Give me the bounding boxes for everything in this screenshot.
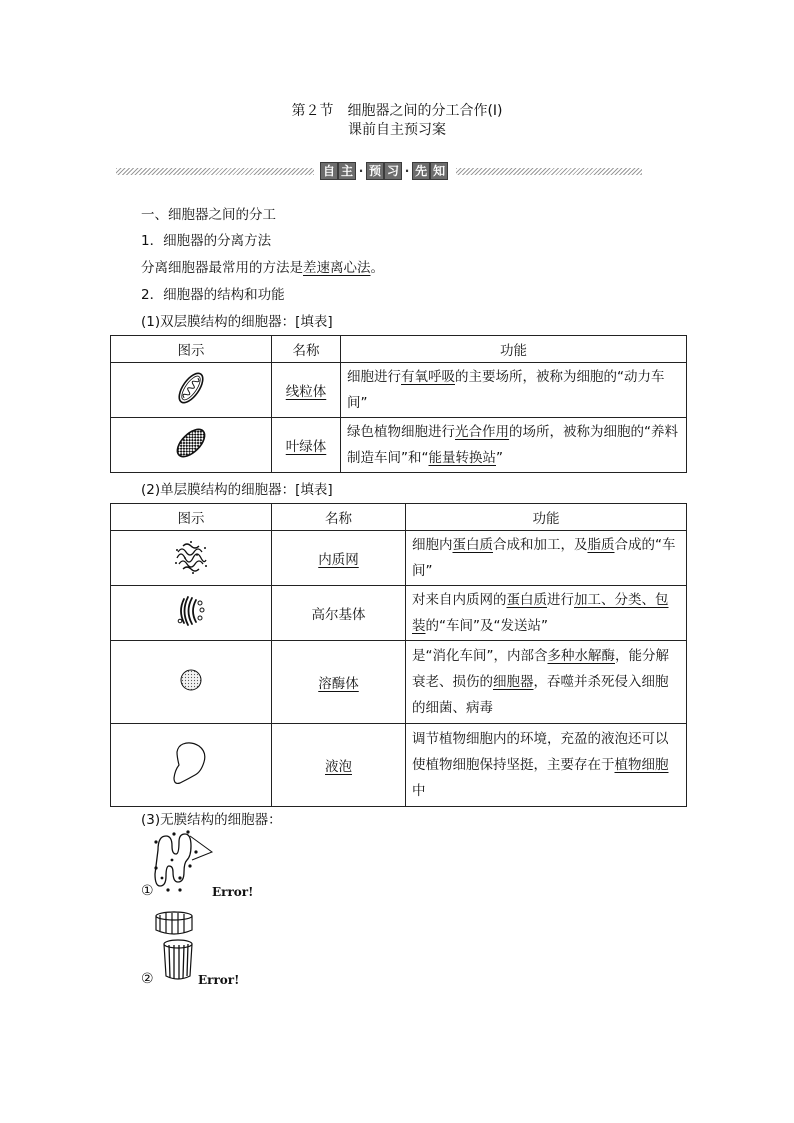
header-name: 名称	[272, 336, 341, 363]
er-icon	[171, 536, 211, 576]
answer-differential-centrifugation: 差速离心法	[303, 260, 371, 276]
icon-cell	[111, 531, 272, 586]
function-text: 合成的“车间”	[412, 537, 676, 579]
answer-text: 蛋白质	[506, 592, 547, 608]
function-text: 绿色植物细胞进行	[347, 424, 455, 440]
error-label: Error!	[198, 973, 240, 987]
single-membrane-table	[110, 503, 687, 807]
icon-cell	[111, 418, 272, 473]
header-name: 名称	[272, 504, 406, 531]
table-row	[111, 418, 687, 473]
function-text: 细胞内	[412, 537, 453, 553]
icon-cell	[111, 641, 272, 724]
ribosome-er-icon	[152, 830, 214, 898]
item-marker: ①	[141, 883, 154, 899]
organelle-name: 高尔基体	[311, 607, 366, 623]
centriole-icon	[152, 908, 196, 982]
vacuole-icon	[166, 738, 216, 788]
function-text: 进行	[547, 592, 574, 608]
mitochondrion-icon	[171, 368, 211, 408]
sentence-suffix: 。	[370, 260, 384, 276]
double-membrane-table	[110, 335, 687, 473]
banner-char-3: 预	[366, 162, 384, 180]
banner-dot: ·	[404, 164, 410, 178]
error-label: Error!	[212, 885, 254, 899]
banner-char-5: 先	[412, 162, 430, 180]
answer-text: 光合作用	[455, 424, 509, 440]
name-cell	[272, 531, 406, 586]
organelle-name: 溶酶体	[318, 676, 359, 692]
page-subtitle: 课前自主预习案	[348, 122, 446, 138]
function-text: ，吞噬并杀死侵入细胞的细菌、病毒	[412, 674, 669, 716]
banner-badge	[320, 162, 448, 180]
organelle-name: 内质网	[318, 552, 359, 568]
subheading-double-membrane: (1)双层膜结构的细胞器：[填表]	[141, 314, 333, 330]
icon-cell	[111, 363, 272, 418]
banner-char-4: 习	[384, 162, 402, 180]
banner-dot: ·	[358, 164, 364, 178]
icon-cell	[111, 586, 272, 641]
banner-char-1: 自	[320, 162, 338, 180]
organelle-name: 液泡	[325, 759, 352, 775]
function-cell	[406, 641, 687, 724]
sentence-prefix: 分离细胞器最常用的方法是	[141, 260, 303, 276]
header-icon: 图示	[111, 336, 272, 363]
function-text: 的场所，被称为细胞的“养料制造车间”和“	[347, 424, 678, 466]
function-cell	[406, 531, 687, 586]
answer-text: 有氧呼吸	[401, 369, 455, 385]
answer-text: 加工、分类、包装	[412, 592, 669, 634]
organelle-name: 叶绿体	[285, 439, 327, 455]
function-cell	[341, 363, 687, 418]
table-row	[111, 724, 687, 807]
table-row	[111, 641, 687, 724]
organelle-name: 线粒体	[285, 384, 327, 400]
item-heading-1: 1．细胞器的分离方法	[141, 233, 272, 249]
answer-text: 多种水解酶	[547, 648, 615, 664]
function-text: ”	[496, 450, 503, 466]
lysosome-icon	[178, 667, 204, 693]
banner-hatch-left	[116, 168, 314, 175]
name-cell	[272, 418, 341, 473]
function-text: 中	[412, 783, 426, 799]
table-row	[111, 363, 687, 418]
section-banner	[116, 162, 642, 180]
function-text: 调节植物细胞内的环境，充盈的液泡还可以使植物细胞保持坚挺，主要存在于	[412, 731, 669, 773]
chloroplast-icon	[171, 423, 211, 463]
table-row	[111, 531, 687, 586]
answer-text: 蛋白质	[452, 537, 493, 553]
subheading-membraneless: (3)无膜结构的细胞器：	[141, 812, 282, 828]
banner-char-6: 知	[430, 162, 448, 180]
header-function: 功能	[341, 336, 687, 363]
separation-sentence	[141, 256, 384, 276]
header-icon: 图示	[111, 504, 272, 531]
item-heading-2: 2．细胞器的结构和功能	[141, 287, 285, 303]
answer-text: 能量转换站	[428, 450, 496, 466]
name-cell	[272, 363, 341, 418]
function-text: 细胞进行	[347, 369, 401, 385]
item-marker: ②	[141, 971, 154, 987]
name-cell	[272, 641, 406, 724]
subheading-single-membrane: (2)单层膜结构的细胞器：[填表]	[141, 482, 333, 498]
function-text: ，能分解衰老、损伤的	[412, 648, 669, 690]
table-header-row	[111, 504, 687, 531]
golgi-icon	[171, 591, 211, 631]
function-cell	[406, 724, 687, 807]
function-text: 合成和加工，及	[493, 537, 588, 553]
function-cell	[406, 586, 687, 641]
table-header-row	[111, 336, 687, 363]
function-text: 的“车间”及“发送站”	[425, 618, 548, 634]
answer-text: 脂质	[587, 537, 615, 553]
function-text: 是“消化车间”，内部含	[412, 648, 548, 664]
page-title: 第２节 细胞器之间的分工合作(Ⅰ)	[291, 103, 503, 119]
function-cell	[341, 418, 687, 473]
answer-text: 细胞器	[493, 674, 534, 690]
section-heading: 一、细胞器之间的分工	[141, 207, 276, 223]
header-function: 功能	[406, 504, 687, 531]
table-row	[111, 586, 687, 641]
answer-text: 植物细胞	[614, 757, 669, 773]
function-text: 的主要场所，被称为细胞的“动力车间”	[347, 369, 665, 411]
name-cell	[272, 724, 406, 807]
name-cell	[272, 586, 406, 641]
icon-cell	[111, 724, 272, 807]
banner-hatch-right	[456, 168, 642, 175]
banner-char-2: 主	[338, 162, 356, 180]
function-text: 对来自内质网的	[412, 592, 507, 608]
